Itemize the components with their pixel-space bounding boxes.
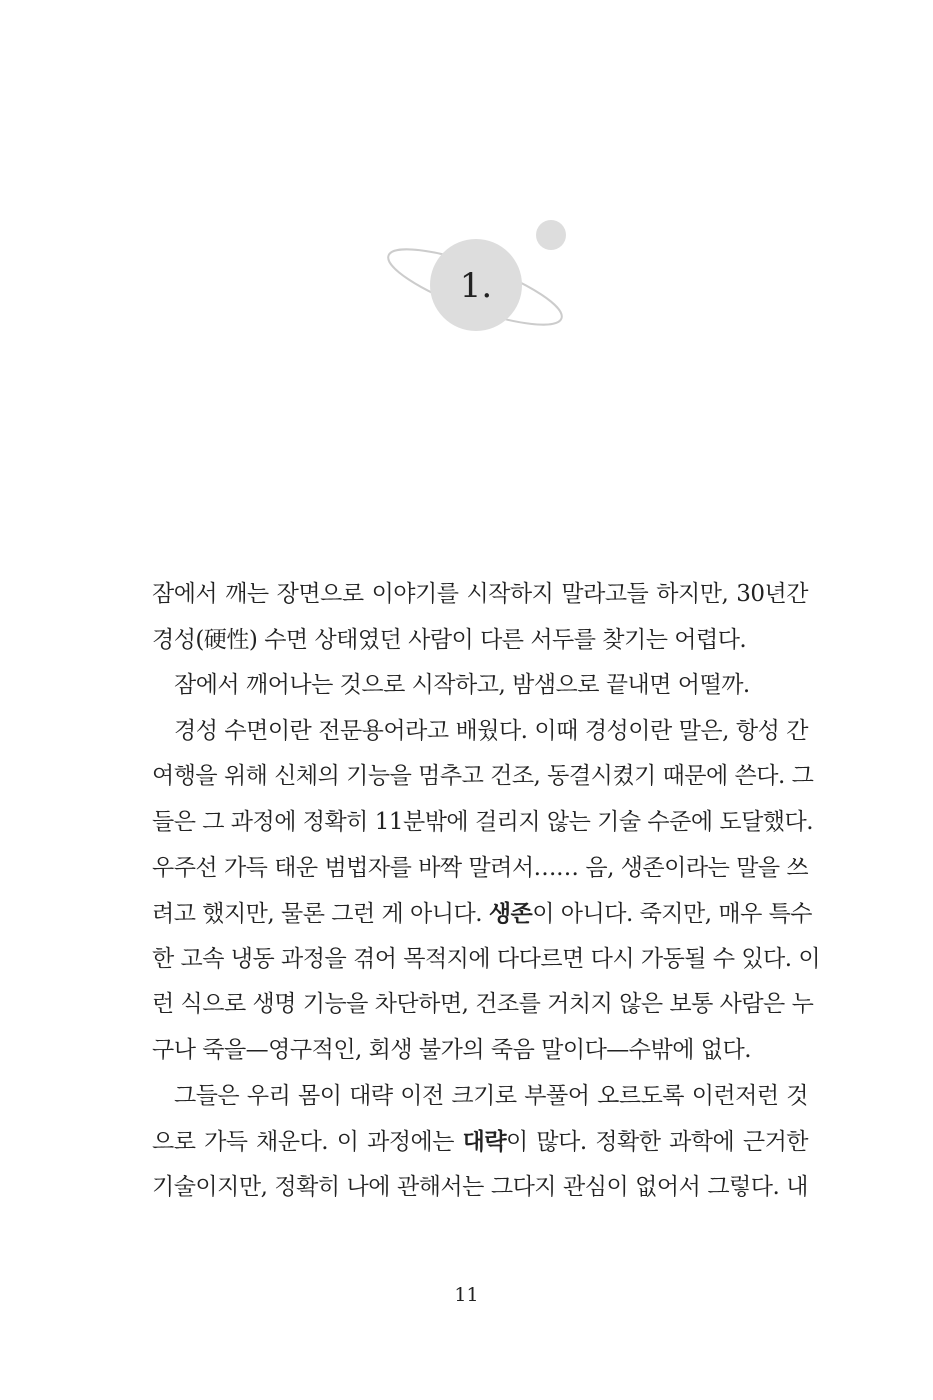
text-line: 들은 그 과정에 정확히 11분밖에 걸리지 않는 기술 수준에 도달했다. bbox=[152, 808, 814, 835]
page-number: 11 bbox=[454, 1284, 479, 1306]
paragraph-4 bbox=[152, 1074, 808, 1211]
text-line: 한 고속 냉동 과정을 겪어 목적지에 다다르면 다시 가동될 수 있다. 이 bbox=[152, 945, 821, 972]
body-text bbox=[152, 572, 821, 1210]
text-line-with-emphasis bbox=[152, 1119, 808, 1165]
paragraph-1 bbox=[152, 572, 808, 663]
text-line: 런 식으로 생명 기능을 차단하면, 건조를 거치지 않은 보통 사람은 누 bbox=[152, 991, 814, 1018]
text-line: 구나 죽을—영구적인, 회생 불가의 죽음 말이다—수밖에 없다. bbox=[152, 1036, 752, 1063]
text-line: 잠에서 깨는 장면으로 이야기를 시작하지 말라고들 하지만, 30년간 bbox=[152, 581, 808, 607]
emphasis-word: 생존 bbox=[488, 900, 533, 928]
text-segment: 이 많다. 정확한 과학에 근거한 bbox=[506, 1129, 809, 1156]
text-line: 우주선 가득 태운 범법자를 바짝 말려서…… 음, 생존이라는 말을 쓰 bbox=[152, 854, 809, 881]
chapter-emblem bbox=[380, 205, 580, 355]
text-segment: 려고 했지만, 물론 그런 게 아니다. bbox=[152, 901, 489, 928]
chapter-number: 1. bbox=[459, 266, 493, 306]
emphasis-word: 대략 bbox=[462, 1128, 507, 1156]
text-line: 경성 수면이란 전문용어라고 배웠다. 이때 경성이란 말은, 항성 간 bbox=[174, 717, 808, 744]
planet-orbit-icon bbox=[380, 205, 580, 355]
text-line: 잠에서 깨어나는 것으로 시작하고, 밤샘으로 끝내면 어떨까. bbox=[174, 672, 750, 699]
text-line: 경성(硬性) 수면 상태였던 사람이 다른 서두를 찾기는 어렵다. bbox=[152, 626, 747, 653]
paragraph-3 bbox=[152, 709, 821, 1074]
text-segment: 이 아니다. 죽지만, 매우 특수 bbox=[532, 901, 813, 928]
text-line: 여행을 위해 신체의 기능을 멈추고 건조, 동결시켰기 때문에 쓴다. 그 bbox=[152, 763, 814, 790]
paragraph-2 bbox=[152, 663, 808, 709]
text-segment: 으로 가득 채운다. 이 과정에는 bbox=[152, 1129, 463, 1156]
text-line: 그들은 우리 몸이 대략 이전 크기로 부풀어 오르도록 이런저런 것 bbox=[174, 1082, 808, 1109]
text-line-with-emphasis bbox=[152, 891, 813, 937]
text-line: 기술이지만, 정확히 나에 관해서는 그다지 관심이 없어서 그렇다. 내 bbox=[152, 1173, 808, 1200]
